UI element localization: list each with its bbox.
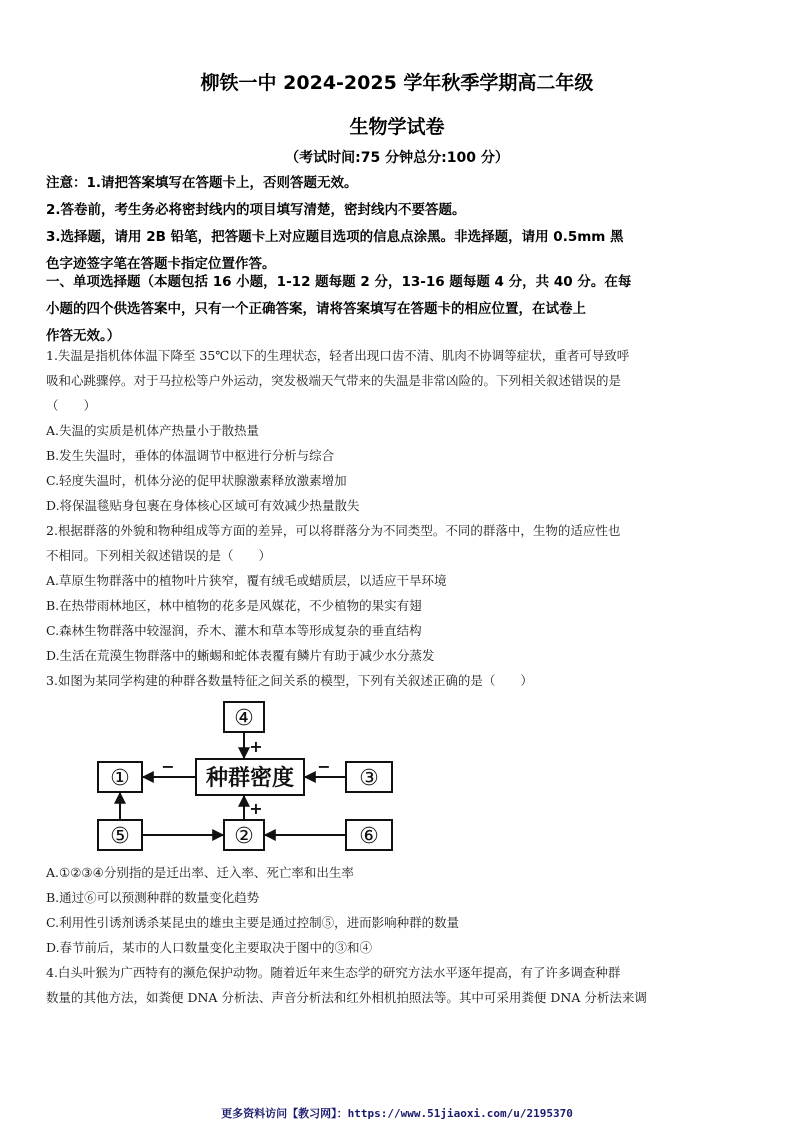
- plus-sign-bottom: +: [249, 799, 263, 818]
- q3-option-d: D.春节前后，某市的人口数量变化主要取决于图中的③和④: [46, 940, 373, 955]
- exam-subject: 生物学试卷: [349, 116, 445, 138]
- q4-stem-line-1: 4.白头叶猴为广西特有的濒危保护动物。随着近年来生态学的研究方法水平逐年提高，有了许多调查种群: [46, 965, 621, 980]
- q3-option-b: B.通过⑥可以预测种群的数量变化趋势: [46, 890, 260, 905]
- question-1: [46, 343, 722, 693]
- exam-title: 柳铁一中 2024-2025 学年秋季学期高二年级: [200, 72, 594, 94]
- node-2-label: ②: [234, 824, 254, 849]
- q3-option-a: A.①②③④分别指的是迁出率、迁入率、死亡率和出生率: [46, 865, 354, 880]
- section-line-3: 作答无效。）: [46, 328, 121, 344]
- q1-stem-line-2: 吸和心跳骤停。对于马拉松等户外运动，突发极端天气带来的失温是非常凶险的。下列相关叙述错误的是: [46, 373, 622, 388]
- q2-option-c: C.森林生物群落中较湿润，乔木、灌木和草本等形成复杂的垂直结构: [46, 623, 422, 638]
- node-5-label: ⑤: [110, 824, 130, 849]
- question-3-options: [46, 860, 722, 1010]
- q2-stem-line-2: 不相同。下列相关叙述错误的是（ ）: [46, 548, 272, 563]
- note-2: 2.答卷前，考生务必将密封线内的项目填写清楚，密封线内不要答题。: [46, 202, 466, 218]
- q1-option-b: B.发生失温时，垂体的体温调节中枢进行分析与综合: [46, 448, 335, 463]
- node-3-label: ③: [359, 766, 379, 791]
- q4-stem-line-2: 数量的其他方法，如粪便 DNA 分析法、声音分析法和红外相机拍照法等。其中可采用粪便 DNA 分析法来调: [46, 990, 647, 1005]
- note-3-line-1: 3.选择题，请用 2B 铅笔，把答题卡上对应题目选项的信息点涂黑。非选择题，请用 0.5mm 黑: [46, 229, 624, 245]
- footer-link[interactable]: 更多资料访问【教习网】：https://www.51jiaoxi.com/u/2195370: [221, 1107, 573, 1120]
- center-label: 种群密度: [205, 766, 295, 791]
- q1-stem-line-3: （ ）: [46, 398, 97, 413]
- population-density-diagram: [96, 700, 396, 852]
- section-line-1: 一、单项选择题（本题包括 16 小题，1-12 题每题 2 分，13-16 题每题 4 分，共 40 分。在每: [46, 274, 632, 290]
- node-1-label: ①: [110, 766, 130, 791]
- notes-block: [46, 170, 752, 278]
- exam-info: （考试时间:75 分钟总分:100 分）: [285, 150, 509, 166]
- section-line-2: 小题的四个供选答案中，只有一个正确答案，请将答案填写在答题卡的相应位置，在试卷上: [46, 301, 586, 317]
- q2-option-a: A.草原生物群落中的植物叶片狭窄，覆有绒毛或蜡质层，以适应干旱环境: [46, 573, 447, 588]
- q1-option-a: A.失温的实质是机体产热量小于散热量: [46, 423, 260, 438]
- q2-option-d: D.生活在荒漠生物群落中的蜥蜴和蛇体表覆有鳞片有助于减少水分蒸发: [46, 648, 435, 663]
- q3-option-c: C.利用性引诱剂诱杀某昆虫的雄虫主要是通过控制⑤，进而影响种群的数量: [46, 915, 460, 930]
- section-heading: [46, 269, 752, 350]
- minus-sign-left: −: [161, 757, 175, 776]
- note-3-line-2: 色字迹签字笔在答题卡指定位置作答。: [46, 256, 276, 272]
- q1-option-d: D.将保温毯贴身包裹在身体核心区域可有效减少热量散失: [46, 498, 360, 513]
- q1-option-c: C.轻度失温时，机体分泌的促甲状腺激素释放激素增加: [46, 473, 347, 488]
- minus-sign-right: −: [317, 757, 331, 776]
- q2-stem-line-1: 2.根据群落的外貌和物种组成等方面的差异，可以将群落分为不同类型。不同的群落中，生物的适应性也: [46, 523, 621, 538]
- q3-stem-line-1: 3.如图为某同学构建的种群各数量特征之间关系的模型，下列有关叙述正确的是（ ）: [46, 673, 533, 688]
- node-6-label: ⑥: [359, 824, 379, 849]
- note-1: 注意：1.请把答案填写在答题卡上，否则答题无效。: [46, 175, 358, 191]
- q1-stem-line-1: 1.失温是指机体体温下降至 35℃以下的生理状态，轻者出现口齿不清、肌肉不协调等症状，重者可导致呼: [46, 348, 630, 363]
- q2-option-b: B.在热带雨林地区，林中植物的花多是风媒花，不少植物的果实有翅: [46, 598, 422, 613]
- plus-sign-top: +: [249, 737, 263, 756]
- node-4-label: ④: [234, 706, 254, 731]
